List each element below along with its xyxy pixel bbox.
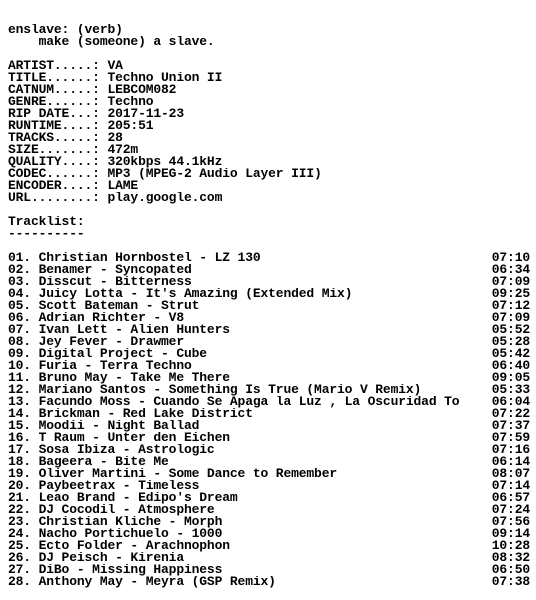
tracklist-rule: ---------- (8, 228, 85, 240)
track-title: 05. Scott Bateman - Strut (8, 300, 200, 312)
track-row (8, 480, 530, 492)
track-row (8, 336, 530, 348)
track-title: 11. Bruno May - Take Me There (8, 372, 230, 384)
field-encoder (8, 180, 530, 192)
track-title: 19. Oliver Martini - Some Dance to Remember (8, 468, 338, 480)
field-value: 28 (107, 132, 123, 144)
field-value: Techno (107, 96, 154, 108)
field-rip-date (8, 108, 530, 120)
track-row (8, 396, 530, 408)
field-url (8, 192, 530, 204)
track-title: 28. Anthony May - Meyra (GSP Remix) (8, 576, 276, 588)
track-duration: 07:59 (491, 430, 530, 445)
release-info (8, 60, 530, 204)
field-label: ENCODER....: (8, 180, 108, 192)
track-row (8, 516, 530, 528)
field-size (8, 144, 530, 156)
track-row (8, 276, 530, 288)
field-codec (8, 168, 530, 180)
track-title: 21. Leao Brand - Edipo's Dream (8, 492, 238, 504)
field-title (8, 72, 530, 84)
track-title: 20. Paybeetrax - Timeless (8, 480, 200, 492)
track-row (8, 420, 530, 432)
track-duration: 06:34 (491, 262, 530, 277)
track-duration: 06:57 (491, 490, 530, 505)
field-value: MP3 (MPEG-2 Audio Layer III) (107, 168, 322, 180)
field-value: 205:51 (107, 120, 154, 132)
track-title: 07. Ivan Lett - Alien Hunters (8, 324, 230, 336)
track-title: 27. DiBo - Missing Happiness (8, 564, 223, 576)
field-catnum (8, 84, 530, 96)
track-row (8, 288, 530, 300)
track-row (8, 456, 530, 468)
track-row (8, 552, 530, 564)
track-title: 23. Christian Kliche - Morph (8, 516, 223, 528)
track-row (8, 360, 530, 372)
track-title: 12. Mariano Santos - Something Is True (Mario V Remix) (8, 384, 422, 396)
track-duration: 08:32 (491, 550, 530, 565)
nfo-document (8, 24, 530, 588)
track-row (8, 264, 530, 276)
track-duration: 05:33 (491, 382, 530, 397)
field-runtime (8, 120, 530, 132)
track-duration: 07:09 (491, 310, 530, 325)
track-title: 04. Juicy Lotta - It's Amazing (Extended Mix) (8, 288, 353, 300)
track-row (8, 528, 530, 540)
track-row (8, 408, 530, 420)
track-row (8, 312, 530, 324)
spacer (8, 204, 530, 216)
field-value: LEBCOM082 (107, 84, 177, 96)
track-title: 01. Christian Hornbostel - LZ 130 (8, 252, 261, 264)
track-row (8, 432, 530, 444)
track-row (8, 252, 530, 264)
field-artist (8, 60, 530, 72)
field-label: CATNUM.....: (8, 84, 108, 96)
field-label: URL........: (8, 192, 108, 204)
track-title: 06. Adrian Richter - V8 (8, 312, 184, 324)
field-label: GENRE......: (8, 96, 108, 108)
field-value: Techno Union II (107, 72, 223, 84)
field-genre (8, 96, 530, 108)
track-title: 09. Digital Project - Cube (8, 348, 207, 360)
definition-headword: enslave: (verb) (8, 24, 123, 36)
track-row (8, 564, 530, 576)
field-label: RIP DATE...: (8, 108, 108, 120)
track-row (8, 576, 530, 588)
track-title: 02. Benamer - Syncopated (8, 264, 192, 276)
field-quality (8, 156, 530, 168)
spacer (8, 240, 530, 252)
field-value: 320kbps 44.1kHz (107, 156, 223, 168)
track-duration: 06:04 (491, 394, 530, 409)
field-value: LAME (107, 180, 139, 192)
track-row (8, 324, 530, 336)
definition-meaning: make (someone) a slave. (8, 36, 215, 48)
field-label: RUNTIME....: (8, 120, 108, 132)
track-row (8, 468, 530, 480)
tracklist-heading: Tracklist: (8, 216, 85, 228)
track-duration: 06:14 (491, 454, 530, 469)
track-duration: 05:52 (491, 322, 530, 337)
track-title: 08. Jey Fever - Drawmer (8, 336, 184, 348)
track-title: 24. Nacho Portichuelo - 1000 (8, 528, 223, 540)
field-value: 472m (107, 144, 139, 156)
track-duration: 07:24 (491, 502, 530, 517)
track-duration: 07:38 (491, 574, 530, 589)
track-duration: 09:05 (491, 370, 530, 385)
track-duration: 09:25 (491, 286, 530, 301)
track-title: 25. Ecto Folder - Arachnophon (8, 540, 230, 552)
track-duration: 07:56 (491, 514, 530, 529)
track-title: 10. Furia - Terra Techno (8, 360, 192, 372)
field-label: CODEC......: (8, 168, 108, 180)
track-duration: 05:28 (491, 334, 530, 349)
track-title: 16. T Raum - Unter den Eichen (8, 432, 230, 444)
track-duration: 06:50 (491, 562, 530, 577)
track-duration: 07:14 (491, 478, 530, 493)
track-duration: 08:07 (491, 466, 530, 481)
field-label: TRACKS.....: (8, 132, 108, 144)
track-row (8, 300, 530, 312)
field-value: play.google.com (107, 192, 223, 204)
track-row (8, 372, 530, 384)
track-row (8, 348, 530, 360)
field-label: ARTIST.....: (8, 60, 108, 72)
track-duration: 07:22 (491, 406, 530, 421)
track-title: 17. Sosa Ibiza - Astrologic (8, 444, 215, 456)
field-label: SIZE.......: (8, 144, 108, 156)
track-row (8, 492, 530, 504)
track-row (8, 444, 530, 456)
track-duration: 05:42 (491, 346, 530, 361)
track-row (8, 540, 530, 552)
track-title: 13. Facundo Moss - Cuando Se Apaga la Luz , La Oscuridad To (8, 396, 460, 408)
track-duration: 07:09 (491, 274, 530, 289)
track-duration: 07:10 (491, 250, 530, 265)
track-title: 18. Bageera - Bite Me (8, 456, 169, 468)
track-row (8, 384, 530, 396)
track-duration: 06:40 (491, 358, 530, 373)
track-duration: 07:37 (491, 418, 530, 433)
field-label: QUALITY....: (8, 156, 108, 168)
spacer (8, 48, 530, 60)
track-duration: 07:12 (491, 298, 530, 313)
track-title: 03. Disscut - Bitterness (8, 276, 192, 288)
track-title: 15. Moodii - Night Ballad (8, 420, 200, 432)
track-title: 26. DJ Peisch - Kirenia (8, 552, 184, 564)
field-value: VA (107, 60, 123, 72)
track-row (8, 504, 530, 516)
field-value: 2017-11-23 (107, 108, 184, 120)
track-title: 14. Brickman - Red Lake District (8, 408, 253, 420)
track-list (8, 252, 530, 588)
field-label: TITLE......: (8, 72, 108, 84)
track-duration: 10:28 (491, 538, 530, 553)
track-duration: 09:14 (491, 526, 530, 541)
track-duration: 07:16 (491, 442, 530, 457)
track-title: 22. DJ Cocodil - Atmosphere (8, 504, 215, 516)
field-tracks (8, 132, 530, 144)
